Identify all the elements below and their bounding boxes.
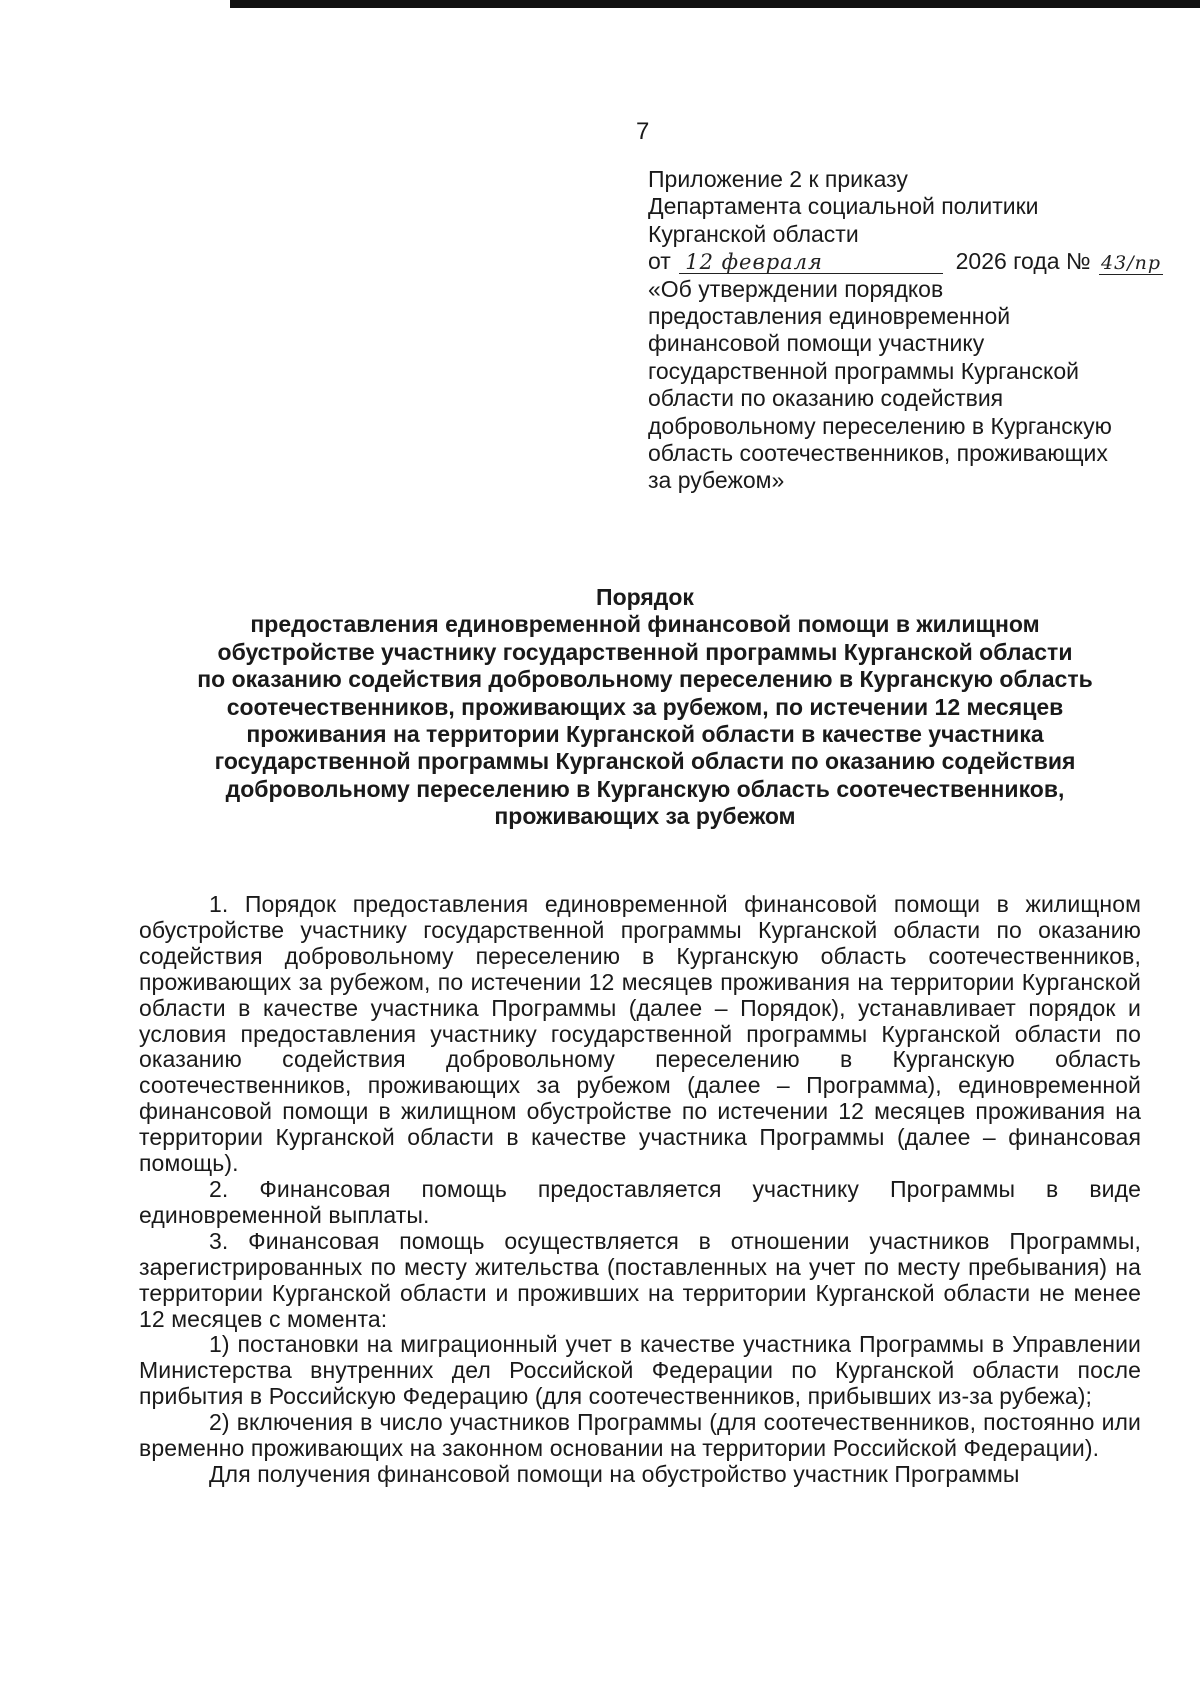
appendix-line: Департамента социальной политики — [648, 193, 1039, 220]
appendix-title-line: государственной программы Курганской — [648, 357, 1079, 384]
appendix-title-line: добровольному переселению в Курганскую — [648, 412, 1112, 439]
title-line: проживания на территории Курганской области в качестве участника — [246, 721, 1044, 748]
title-heading: Порядок — [596, 584, 694, 610]
paragraph: Для получения финансовой помощи на обустройство участник Программы — [209, 1460, 1020, 1487]
page-number: 7 — [636, 118, 650, 145]
appendix-title-line: область соотечественников, проживающих — [648, 440, 1108, 467]
paragraph: 2) включения в число участников Программы (для соотечественников, постоянно или временно проживающих на законном основании на территории Российской Федерации). — [139, 1409, 1141, 1462]
appendix-block — [648, 166, 1168, 495]
title-line: проживающих за рубежом — [494, 803, 796, 830]
title-line: обустройстве участнику государственной программы Курганской области — [217, 638, 1073, 665]
appendix-title-line: предоставления единовременной — [648, 303, 1011, 330]
appendix-date-line — [648, 248, 1168, 275]
document-title — [130, 584, 1160, 831]
handwritten-date: 12 февраля — [679, 251, 943, 274]
appendix-title-line: области по оказанию содействия — [648, 385, 1004, 412]
appendix-line: Приложение 2 к приказу — [648, 166, 908, 192]
title-line: предоставления единовременной финансовой помощи в жилищном — [250, 611, 1040, 638]
appendix-title-line: финансовой помощи участнику — [648, 330, 985, 357]
paragraph: 1) постановки на миграционный учет в качестве участника Программы в Управлении Министерства внутренних дел Российской Федерации по Курганской области после прибытия в Российскую Федерацию (для соотечественников, прибывших из-за рубежа); — [139, 1331, 1141, 1410]
paragraph: 1. Порядок предоставления единовременной финансовой помощи в жилищном обустройстве участнику государственной программы Курганской области по оказанию содействия добровольному переселению в Курганскую область соотечественников, проживающих за рубежом, по истечении 12 месяцев проживания на территории Курганской области в качестве участника Программы (далее – Порядок), устанавливает порядок и условия предоставления участнику государственной программы Курганской области по оказанию содействия добровольному переселению в Курганскую область соотечественников, проживающих за рубежом (далее – Программа), единовременной финансовой помощи в жилищном обустройстве по истечении 12 месяцев проживания на территории Курганской области в качестве участника Программы (далее – финансовая помощь). — [139, 891, 1141, 1177]
appendix-line: Курганской области — [648, 220, 859, 247]
paragraph: 3. Финансовая помощь осуществляется в отношении участников Программы, зарегистрированных по месту жительства (поставленных на учет по месту пребывания) на территории Курганской области и проживших на территории Курганской области не менее 12 месяцев с момента: — [139, 1227, 1141, 1332]
scan-edge-bar — [230, 0, 1200, 8]
title-line: добровольному переселению в Курганскую область соотечественников, — [225, 775, 1065, 802]
appendix-title-line: за рубежом» — [648, 467, 785, 494]
title-line: государственной программы Курганской области по оказанию содействия — [214, 748, 1076, 775]
appendix-title-line: «Об утверждении порядков — [648, 275, 944, 302]
title-line: соотечественников, проживающих за рубежом, по истечении 12 месяцев — [226, 693, 1064, 720]
title-line: по оказанию содействия добровольному переселению в Курганскую область — [197, 666, 1093, 693]
paragraph: 2. Финансовая помощь предоставляется участнику Программы в виде единовременной выплаты. — [139, 1175, 1141, 1228]
handwritten-number: 43/пр — [1099, 252, 1163, 275]
document-body — [139, 892, 1141, 1488]
year-text: 2026 года № — [955, 248, 1091, 275]
date-prefix: от — [648, 248, 671, 275]
